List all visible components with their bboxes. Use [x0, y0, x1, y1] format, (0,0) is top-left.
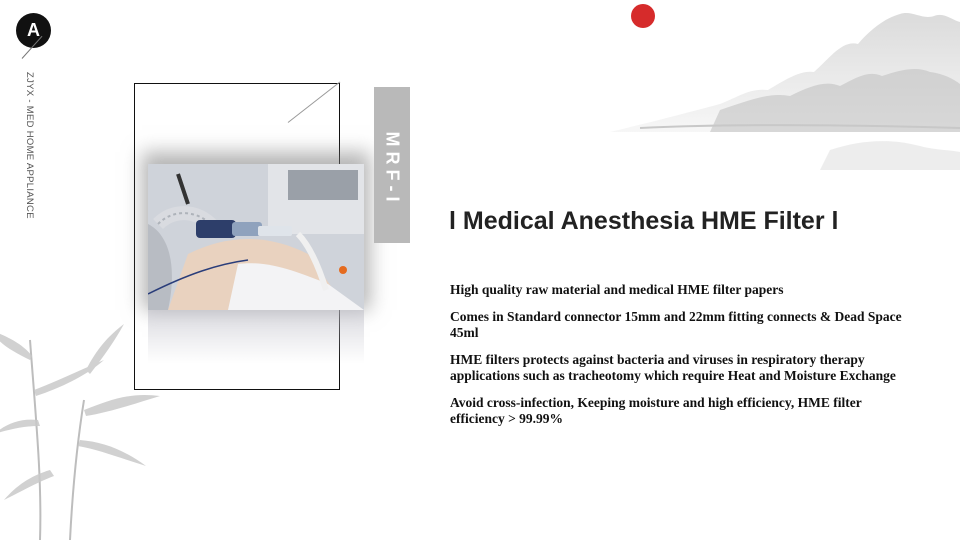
feature-item: HME filters protects against bacteria and viruses in respiratory therapy applications such as tracheotomy which require Heat and Moisture Exchange	[450, 351, 896, 383]
side-brand-text: ZJYX - MED HOME APPLIANCE	[24, 72, 35, 219]
mountain-ink-painting	[600, 0, 960, 190]
feature-item: High quality raw material and medical HME filter papers	[450, 282, 784, 297]
brand-logo-badge: A	[16, 13, 51, 48]
model-tag-label: MRF-I	[382, 131, 403, 207]
feature-item: Comes in Standard connector 15mm and 22mm fitting connects & Dead Space 45ml	[450, 308, 902, 340]
product-title: l Medical Anesthesia HME Filter l	[449, 207, 839, 235]
photo-reflection	[148, 310, 364, 364]
feature-item: Avoid cross-infection, Keeping moisture and high efficiency, HME filter efficiency > 99.99%	[450, 394, 862, 426]
product-photo	[148, 164, 364, 310]
model-tag	[374, 87, 410, 243]
feature-list	[450, 282, 910, 438]
